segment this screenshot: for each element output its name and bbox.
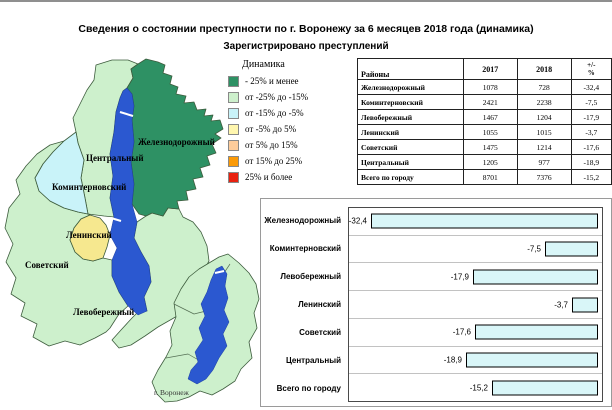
chart-row [349, 236, 602, 264]
table-district-cell: Ленинский [358, 125, 464, 140]
table-header-cell: 2017 [463, 59, 517, 80]
legend-item [228, 105, 308, 121]
table-value-cell: -7,5 [571, 95, 611, 110]
chart-row [349, 263, 602, 291]
map-district-label: Левобережный [73, 307, 135, 317]
legend-color-swatch [228, 172, 239, 183]
table-value-cell: -15,2 [571, 170, 611, 185]
legend-item-label: от -15% до -5% [245, 108, 304, 118]
table-value-cell: 977 [517, 155, 571, 170]
table-value-cell: 728 [517, 80, 571, 95]
table-value-cell: -17,6 [571, 140, 611, 155]
table-header-cell: Районы [358, 59, 464, 80]
chart-bar-value: -18,9 [443, 355, 462, 365]
table-value-cell: -32,4 [571, 80, 611, 95]
table-district-cell: Советский [358, 140, 464, 155]
legend-item [228, 153, 308, 169]
chart-category-label: Коминтерновский [269, 244, 341, 254]
legend-item-label: - 25% и менее [245, 76, 299, 86]
legend-item-label: от -5% до 5% [245, 124, 297, 134]
table-value-cell: 1467 [463, 110, 517, 125]
table-row [358, 110, 612, 125]
legend-color-swatch [228, 108, 239, 119]
chart-bar-value: -7,5 [527, 244, 541, 254]
legend-item-label: от 15% до 25% [245, 156, 303, 166]
table-row [358, 95, 612, 110]
page-subtitle: Зарегистрировано преступлений [223, 41, 389, 52]
map-district-label: Советский [25, 260, 69, 270]
chart-category-label: Железнодорожный [264, 216, 341, 226]
table-value-cell: 1214 [517, 140, 571, 155]
crime-statistics-table [357, 58, 612, 185]
chart-bar-value: -3,7 [554, 300, 568, 310]
map-district-label: Железнодорожный [138, 137, 215, 147]
chart-category-label: Ленинский [298, 300, 341, 309]
table-row [358, 140, 612, 155]
chart-bar [371, 214, 598, 229]
chart-row [349, 319, 602, 347]
table-value-cell: -18,9 [571, 155, 611, 170]
legend-item [228, 169, 308, 185]
map-district-label: Центральный [86, 153, 144, 163]
legend-item-label: от 5% до 15% [245, 140, 298, 150]
chart-bar [572, 297, 598, 312]
table-value-cell: 2238 [517, 95, 571, 110]
chart-bar [492, 380, 598, 395]
table-header-cell: +/- % [571, 59, 611, 80]
legend-item [228, 73, 308, 89]
table-value-cell: 1205 [463, 155, 517, 170]
legend-item-label: 25% и более [245, 172, 293, 182]
map-district-label: Коминтерновский [52, 182, 127, 192]
table-district-cell: Центральный [358, 155, 464, 170]
table-value-cell: 1475 [463, 140, 517, 155]
chart-bar [475, 325, 598, 340]
chart-category-label: Левобережный [280, 272, 341, 282]
legend-color-swatch [228, 140, 239, 151]
chart-bar [473, 269, 598, 284]
chart-bar-value: -17,6 [452, 327, 471, 337]
map-legend [228, 59, 308, 185]
chart-row [349, 347, 602, 375]
table-header-row [358, 59, 612, 80]
table-value-cell: 1078 [463, 80, 517, 95]
table-value-cell: 1015 [517, 125, 571, 140]
legend-item-label: от -25% до -15% [245, 92, 309, 102]
chart-plot-area [348, 207, 603, 402]
chart-row [349, 208, 602, 236]
table-value-cell: -3,7 [571, 125, 611, 140]
table-row [358, 125, 612, 140]
chart-row [349, 291, 602, 319]
chart-bar [466, 352, 598, 367]
chart-category-label: Центральный [285, 355, 341, 365]
table-value-cell: 7376 [517, 170, 571, 185]
table-value-cell: 1055 [463, 125, 517, 140]
legend-item [228, 89, 308, 105]
legend-color-swatch [228, 124, 239, 135]
table-row [358, 155, 612, 170]
chart-category-label: Советский [299, 327, 341, 337]
dynamics-bar-chart [260, 198, 612, 407]
legend-items [228, 73, 308, 185]
chart-bar [545, 242, 598, 257]
table-row [358, 170, 612, 185]
chart-bar-value: -32,4 [348, 216, 367, 226]
legend-color-swatch [228, 92, 239, 103]
chart-bar-value: -15,2 [469, 383, 488, 393]
table-value-cell: 1204 [517, 110, 571, 125]
table-value-cell: -17,9 [571, 110, 611, 125]
chart-category-label: Всего по городу [276, 383, 341, 393]
table-value-cell: 8701 [463, 170, 517, 185]
table-header-cell: 2018 [517, 59, 571, 80]
table-value-cell: 2421 [463, 95, 517, 110]
table-district-cell: Левобережный [358, 110, 464, 125]
legend-color-swatch [228, 156, 239, 167]
page-title: Сведения о состоянии преступности по г. Воронежу за 6 месяцев 2018 года (динамика) [78, 23, 534, 35]
legend-title: Динамика [242, 59, 285, 70]
chart-category-labels [261, 207, 345, 402]
legend-color-swatch [228, 76, 239, 87]
table-row [358, 80, 612, 95]
map-district-label: Ленинский [66, 230, 112, 240]
chart-row [349, 374, 602, 401]
table-district-cell: Железнодорожный [358, 80, 464, 95]
table-district-cell: Коминтерновский [358, 95, 464, 110]
legend-item [228, 121, 308, 137]
map-inset-label: г. Воронеж [154, 388, 189, 397]
table-district-cell: Всего по городу [358, 170, 464, 185]
chart-bar-value: -17,9 [450, 272, 469, 282]
legend-item [228, 137, 308, 153]
